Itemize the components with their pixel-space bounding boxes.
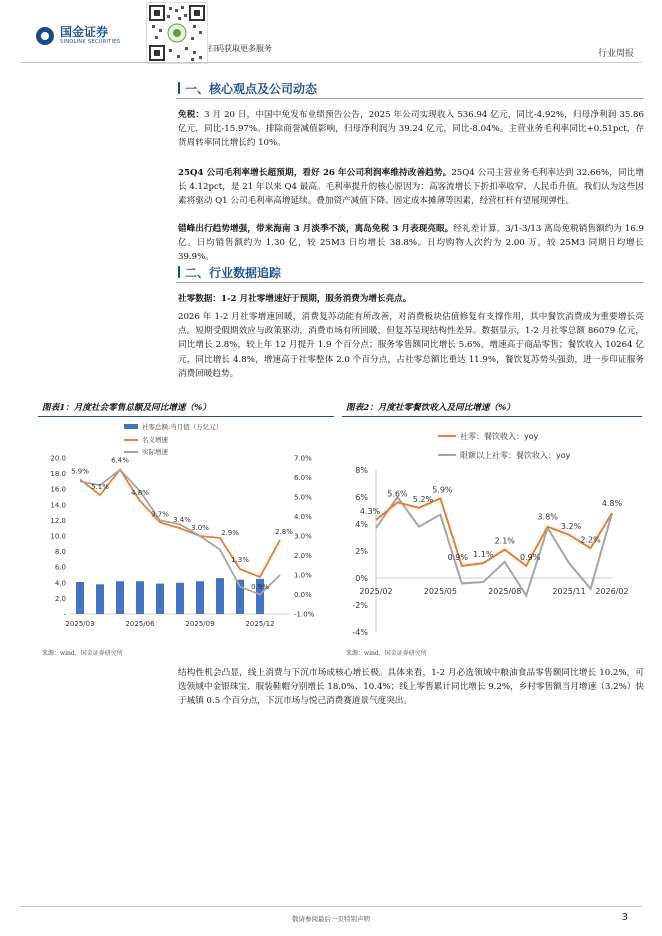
x-tick-label: 2025/05: [423, 587, 457, 596]
data-label: 3.2%: [560, 521, 582, 531]
y-tick-label: 4.0: [54, 579, 66, 588]
data-label: 4.8%: [131, 488, 149, 497]
y-tick-label: 20.0: [50, 454, 66, 463]
paragraph: 2026 年 1-2 月社零增速回暖，消费复苏动能有所改善，对消费板块估值修复有支撑作用，其中餐饮消费成为重要增长亮点。短期受假期效应与政策驱动，消费市场有所回暖，但复苏呈现结构性差异。数据显示，1-2 月社零总额 86079 亿元，同比增长 2.8%，较上年 12 月提升 1.9 个百分点；服务零售额同比增长 5.6%，增速高于商品零售；餐饮收入 10264 亿元，同比增长 4.8%，增速高于社零整体 2.0 个百分点，占社零总额比重达 11.9%，餐饮复苏势头强劲，进一步印证服务消费回暖趋势。: [178, 312, 644, 379]
figure2-rule: [342, 416, 642, 417]
report-type: 行业周报: [597, 49, 634, 59]
figure2-source: 来源：wind，国金证券研究所: [346, 650, 427, 657]
y2-tick-label: 1.0%: [294, 571, 312, 580]
x-tick-label: 2025/02: [359, 587, 393, 596]
y-tick-label: 2.0: [54, 594, 66, 603]
y-tick-label: 2%: [355, 547, 368, 556]
paragraph: 社零数据：1-2 月社零增速好于预期，服务消费为增长亮点。: [178, 294, 412, 304]
bar: [216, 578, 224, 614]
footer-divider: [20, 906, 642, 907]
y-tick-label: -2%: [352, 601, 368, 610]
data-label: 4.8%: [601, 499, 623, 509]
data-label: 0.9%: [447, 552, 468, 562]
header-divider: [20, 62, 642, 63]
data-label: 3.7%: [151, 510, 169, 519]
x-tick-label: 2025/06: [125, 620, 155, 628]
legend-label: 实际增速: [142, 448, 168, 456]
bar: [156, 584, 164, 614]
data-label: 5.1%: [91, 483, 109, 492]
x-tick-label: 2025/08: [488, 587, 522, 596]
paragraph: 免税：3 月 20 日，中国中免发布业绩预告公告，2025 年公司实现收入 536.94 亿元，同比-4.92%，归母净利润 35.86 亿元，同比-15.97%。排除商誉减值影响，归母净利润为 39.24 亿元，同比-8.04%。主营业务毛利率同比+0.51pct，存货周转率同比增长约 10%。: [178, 110, 644, 149]
section-title-2: 二、行业数据追踪: [178, 264, 638, 281]
data-label: 6.4%: [111, 456, 129, 465]
paragraph: 错峰出行趋势增强，带来海南 3 月淡季不淡，离岛免税 3 月表现亮眼。经礼差计算，3/1-3/13 离岛免税销售额约为 16.9 亿。日均销售额约为 1.30 亿，较 25M3 日均增长 38.8%。日均购物人次约为 2.00 万，较 25M3 同期日均增长 39.9%。: [178, 224, 644, 263]
bar: [136, 581, 144, 614]
brand-logo: [36, 26, 120, 45]
paragraph: 25Q4 公司毛利率增长超预期，看好 26 年公司利润率维持改善趋势。25Q4 公司主营业务毛利率达到 32.66%，同比增长 4.12pct，是 21 年以来 Q4 最高。毛利率提升的核心原因为：高客流增长下折扣率收窄、人民币升值。我们认为这些因素将驱动 Q1 公司毛利率高增延续。叠加资产减值下降、固定成本摊薄等因素，经营杠杆有望展现弹性。: [178, 168, 644, 207]
bar: [76, 582, 84, 614]
y2-tick-label: 2.0%: [294, 552, 312, 560]
data-label: 0.9%: [251, 582, 269, 591]
x-tick-label: 2025/12: [245, 620, 275, 628]
y2-tick-label: 4.0%: [294, 513, 312, 521]
y-tick-label: 0%: [355, 574, 368, 583]
bar: [196, 581, 204, 614]
legend-label: 社零总额:当月值（万亿元）: [142, 423, 223, 431]
section-divider: [176, 282, 644, 283]
data-label: 3.8%: [537, 512, 558, 522]
legend-label: 限额以上社零：餐饮收入：yoy: [460, 451, 571, 460]
series-line: [376, 498, 612, 565]
section-divider: [176, 98, 644, 99]
page-number: 3: [621, 912, 628, 923]
y2-tick-label: 7.0%: [294, 454, 312, 463]
bar: [96, 584, 104, 614]
y-tick-label: -4%: [352, 628, 368, 637]
figure1-rule: [38, 416, 334, 417]
x-tick-label: 2025/09: [185, 620, 215, 628]
y-tick-label: 6%: [355, 493, 368, 502]
y-tick-label: 18.0: [50, 470, 66, 479]
section-title-1: 一、核心观点及公司动态: [178, 80, 638, 97]
figure1-title: 图表1：月度社会零售总额及同比增速（%）: [42, 403, 211, 413]
data-label: 5.9%: [432, 485, 453, 495]
data-label: 2.8%: [275, 527, 293, 536]
data-label: 3.4%: [173, 516, 191, 525]
legend-swatch-bar: [124, 424, 138, 429]
figure1-source: 来源：wind，国金证券研究所: [42, 650, 123, 657]
y2-tick-label: 6.0%: [294, 474, 312, 482]
footer-disclaimer[interactable]: 敬请参阅最后一页特别声明: [292, 915, 370, 923]
y2-tick-label: -1.0%: [294, 610, 315, 619]
chart-monthly-retail: [38, 418, 338, 644]
data-label: 2.2%: [580, 535, 601, 545]
qr-code-icon[interactable]: [146, 2, 208, 64]
bar: [176, 583, 184, 614]
y-tick-label: 8.0: [54, 548, 66, 557]
y2-tick-label: 5.0%: [294, 493, 312, 502]
data-label: 2.1%: [494, 536, 515, 546]
figure2-title: 图表2：月度社零餐饮收入及同比增速（%）: [346, 403, 515, 413]
x-tick-label: 2025/11: [552, 587, 586, 596]
qr-caption: 扫码获取更多服务: [208, 44, 272, 53]
y-tick-label: -: [63, 610, 66, 619]
y-tick-label: 10.0: [50, 532, 66, 541]
data-label: 3.0%: [191, 524, 209, 532]
chart-catering-yoy: [342, 418, 644, 644]
data-label: 5.6%: [387, 489, 408, 499]
y-tick-label: 14.0: [50, 501, 66, 510]
y2-tick-label: 0.0%: [294, 591, 312, 599]
legend-label: 社零：餐饮收入：yoy: [460, 432, 539, 441]
bar: [116, 581, 124, 614]
x-tick-label: 2025/03: [65, 620, 95, 628]
paragraph: 结构性机会凸显，线上消费与下沉市场成核心增长极。具体来看，1-2 月必选领域中粮油食品零售额同比增长 10.2%，可选领域中金银珠宝、服装鞋帽分别增长 18.0%、10.4%；线上零售累计同比增长 9.2%，乡村零售额当月增速（3.2%）快于城镇 0.5 个百分点，下沉市场与悦己消费赛道景气度突出。: [178, 668, 644, 707]
logo-en: SINOLINK SECURITIES: [60, 39, 121, 45]
data-label: 0.9%: [520, 552, 541, 562]
y-tick-label: 16.0: [50, 485, 66, 494]
logo-cn: 国金证券: [60, 25, 109, 39]
data-label: 5.2%: [412, 494, 434, 504]
series-line: [80, 470, 280, 595]
y-tick-label: 8%: [355, 466, 368, 475]
legend-label: 名义增速: [142, 436, 168, 444]
y2-tick-label: 3.0%: [294, 532, 312, 541]
data-label: 4.3%: [359, 506, 381, 516]
y-tick-label: 6.0: [54, 563, 66, 572]
y-tick-label: 12.0: [50, 516, 66, 525]
data-label: 1.1%: [473, 550, 494, 560]
y-tick-label: 4%: [355, 520, 368, 529]
data-label: 5.9%: [71, 467, 89, 476]
data-label: 1.3%: [231, 556, 249, 565]
x-tick-label: 2026/02: [595, 587, 629, 596]
data-label: 2.9%: [221, 528, 239, 537]
logo-icon: [36, 27, 54, 45]
